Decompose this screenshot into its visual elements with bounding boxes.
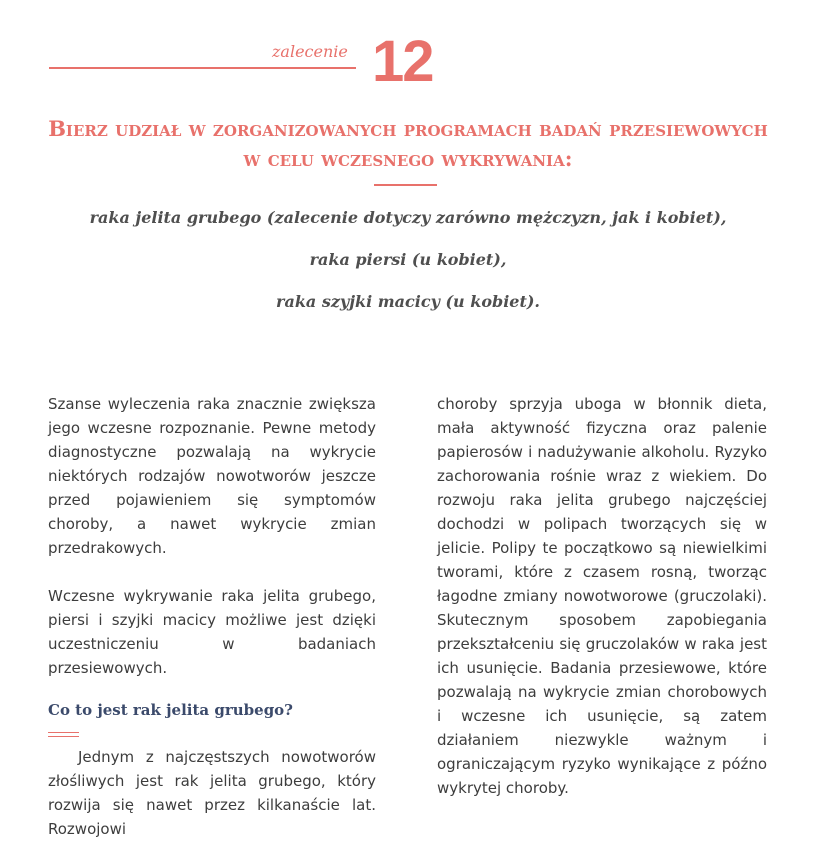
screening-list — [60, 205, 756, 331]
screening-item-cervical: raka szyjki macicy (u kobiet). — [276, 292, 540, 311]
right-column — [437, 392, 767, 800]
recommendation-title: Bierz udział w zorganizowanych programach badań przesiewowych w celu wczesnego wykrywania: — [48, 116, 768, 171]
screening-item-breast: raka piersi (u kobiet), — [309, 250, 507, 269]
screening-paragraph: Wczesne wykrywanie raka jelita grubego, piersi i szyjki macicy możliwe jest dzięki uczestniczeniu w badaniach przesiewowych. — [48, 587, 376, 677]
title-divider — [374, 184, 437, 186]
heading-rule-bottom — [48, 736, 79, 737]
recommendation-number: 12 — [372, 29, 433, 94]
screening-item-colorectal: raka jelita grubego (zalecenie dotyczy zarówno mężczyzn, jak i kobiet), — [89, 208, 727, 227]
colorectal-paragraph: Jednym z najczęstszych nowotworów złośliwych jest rak jelita grubego, który rozwija się nawet przez kilkanaście lat. Rozwojowi — [48, 748, 376, 838]
header-rule — [49, 67, 356, 69]
intro-paragraph: Szanse wyleczenia raka znacznie zwiększa jego wczesne rozpoznanie. Pewne metody diagnostyczne pozwalają na wykrycie niektórych rodzajów nowotworów jeszcze przed pojawieniem się symptomów choroby, a nawet wykrycie zmian przedrakowych. — [48, 395, 376, 557]
colorectal-paragraph-continued: choroby sprzyja uboga w błonnik dieta, mała aktywność fizyczna oraz palenie papierosów i nadużywanie alkoholu. Ryzyko zachorowania rośnie wraz z wiekiem. Do rozwoju raka jelita grubego najczęściej dochodzi w polipach tworzących się w jelicie. Polipy te początkowo są niewielkimi tworami, które z czasem rosną, tworząc łagodne zmiany nowotworowe (gruczolaki). Skutecznym sposobem zapobiegania przekształceniu się gruczolaków w raka jest ich usunięcie. Badania przesiewowe, które pozwalają na wykrycie zmian chorobowych i wczesne ich usunięcie, są zatem działaniem niezwykle ważnym i ograniczającym ryzyko wynikające z późno wykrytej choroby. — [437, 395, 767, 797]
left-column — [48, 392, 376, 865]
section-heading: Co to jest rak jelita grubego? — [48, 701, 293, 719]
recommendation-label: zalecenie — [272, 42, 348, 61]
heading-rule-top — [48, 732, 79, 733]
